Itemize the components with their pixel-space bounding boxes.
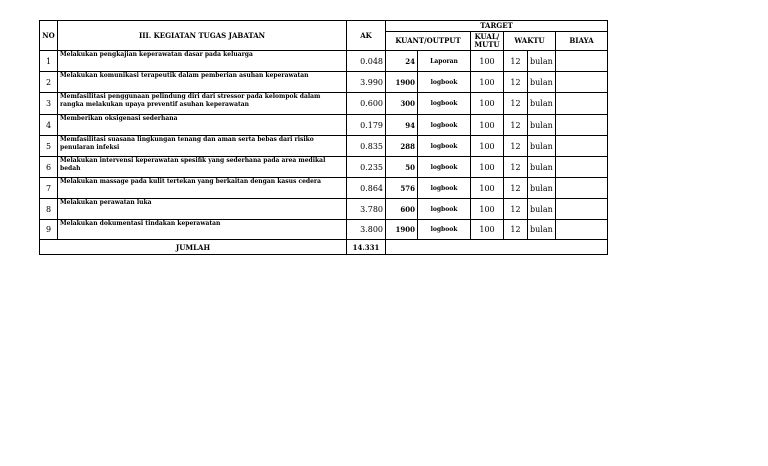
- time-period: bulan: [528, 115, 556, 136]
- time-value: 12: [504, 178, 528, 199]
- quantity-value: 24: [386, 51, 418, 72]
- header-ak: AK: [347, 21, 386, 51]
- row-number: 9: [40, 220, 58, 240]
- quality-value: 100: [471, 93, 504, 115]
- quantity-value: 300: [386, 93, 418, 115]
- quantity-value: 1900: [386, 72, 418, 93]
- output-unit: logbook: [418, 72, 471, 93]
- activity-cell: Melakukan dokumentasi tindakan keperawatan: [58, 220, 347, 240]
- activity-cell: Memfasilitasi suasana lingkungan tenang dan aman serta bebas dari risiko penularan infeksi: [58, 136, 347, 157]
- header-no: NO: [40, 21, 58, 51]
- cost-value: [556, 115, 608, 136]
- time-period: bulan: [528, 220, 556, 240]
- quality-value: 100: [471, 115, 504, 136]
- cost-value: [556, 220, 608, 240]
- activity-cell: Melakukan komunikasi terapeutik dalam pemberian asuhan keperawatan: [58, 72, 347, 93]
- time-period: bulan: [528, 51, 556, 72]
- ak-value: 0.864: [347, 178, 386, 199]
- cost-value: [556, 178, 608, 199]
- quantity-value: 600: [386, 199, 418, 220]
- quality-value: 100: [471, 178, 504, 199]
- output-unit: logbook: [418, 136, 471, 157]
- ak-value: 0.600: [347, 93, 386, 115]
- row-number: 6: [40, 157, 58, 178]
- output-unit: logbook: [418, 93, 471, 115]
- total-empty: [386, 240, 608, 255]
- time-value: 12: [504, 93, 528, 115]
- activity-cell: Memfasilitasi penggunaan pelindung diri dari stressor pada kelompok dalam rangka melakukan upaya preventif asuhan keperawatan: [58, 93, 347, 115]
- total-label: JUMLAH: [40, 240, 347, 255]
- time-period: bulan: [528, 157, 556, 178]
- row-number: 3: [40, 93, 58, 115]
- row-number: 1: [40, 51, 58, 72]
- ak-value: 0.235: [347, 157, 386, 178]
- time-period: bulan: [528, 72, 556, 93]
- total-ak: 14.331: [347, 240, 386, 255]
- table-row: [40, 178, 608, 199]
- time-period: bulan: [528, 178, 556, 199]
- quantity-value: 576: [386, 178, 418, 199]
- row-number: 4: [40, 115, 58, 136]
- header-time: WAKTU: [504, 32, 556, 51]
- ak-value: 3.990: [347, 72, 386, 93]
- activity-cell: Melakukan perawatan luka: [58, 199, 347, 220]
- ak-value: 0.048: [347, 51, 386, 72]
- ak-value: 3.800: [347, 220, 386, 240]
- cost-value: [556, 51, 608, 72]
- quality-value: 100: [471, 72, 504, 93]
- ak-value: 0.835: [347, 136, 386, 157]
- row-number: 8: [40, 199, 58, 220]
- quantity-value: 94: [386, 115, 418, 136]
- quality-value: 100: [471, 199, 504, 220]
- cost-value: [556, 72, 608, 93]
- table-row: [40, 115, 608, 136]
- output-unit: logbook: [418, 157, 471, 178]
- quality-value: 100: [471, 51, 504, 72]
- table-row: [40, 72, 608, 93]
- time-value: 12: [504, 199, 528, 220]
- table-row: [40, 220, 608, 240]
- table-row: [40, 199, 608, 220]
- quantity-value: 288: [386, 136, 418, 157]
- table-row: [40, 93, 608, 115]
- output-unit: logbook: [418, 220, 471, 240]
- ak-value: 3.780: [347, 199, 386, 220]
- quality-value: 100: [471, 136, 504, 157]
- skp-table: [39, 20, 608, 255]
- output-unit: logbook: [418, 199, 471, 220]
- time-period: bulan: [528, 93, 556, 115]
- quality-value: 100: [471, 157, 504, 178]
- cost-value: [556, 93, 608, 115]
- quantity-value: 50: [386, 157, 418, 178]
- time-value: 12: [504, 136, 528, 157]
- cost-value: [556, 136, 608, 157]
- output-unit: logbook: [418, 115, 471, 136]
- activity-cell: Melakukan massage pada kulit tertekan yang berkaitan dengan kasus cedera: [58, 178, 347, 199]
- activity-cell: Memberikan oksigenasi sederhana: [58, 115, 347, 136]
- header-target: TARGET: [386, 21, 608, 32]
- row-number: 7: [40, 178, 58, 199]
- header-cost: BIAYA: [556, 32, 608, 51]
- cost-value: [556, 199, 608, 220]
- time-value: 12: [504, 220, 528, 240]
- time-value: 12: [504, 51, 528, 72]
- time-value: 12: [504, 72, 528, 93]
- row-number: 2: [40, 72, 58, 93]
- header-activity: III. KEGIATAN TUGAS JABATAN: [58, 21, 347, 51]
- table-row: [40, 136, 608, 157]
- time-period: bulan: [528, 199, 556, 220]
- header-quality: KUAL/ MUTU: [471, 32, 504, 51]
- activity-cell: Melakukan pengkajian keperawatan dasar pada keluarga: [58, 51, 347, 72]
- quantity-value: 1900: [386, 220, 418, 240]
- row-number: 5: [40, 136, 58, 157]
- time-value: 12: [504, 115, 528, 136]
- output-unit: logbook: [418, 178, 471, 199]
- time-period: bulan: [528, 136, 556, 157]
- table-row: [40, 51, 608, 72]
- cost-value: [556, 157, 608, 178]
- table-row: [40, 157, 608, 178]
- time-value: 12: [504, 157, 528, 178]
- quality-value: 100: [471, 220, 504, 240]
- output-unit: Laporan: [418, 51, 471, 72]
- activity-cell: Melakukan intervensi keperawatan spesifik yang sederhana pada area medikal bedah: [58, 157, 347, 178]
- header-quantity: KUANT/OUTPUT: [386, 32, 471, 51]
- ak-value: 0.179: [347, 115, 386, 136]
